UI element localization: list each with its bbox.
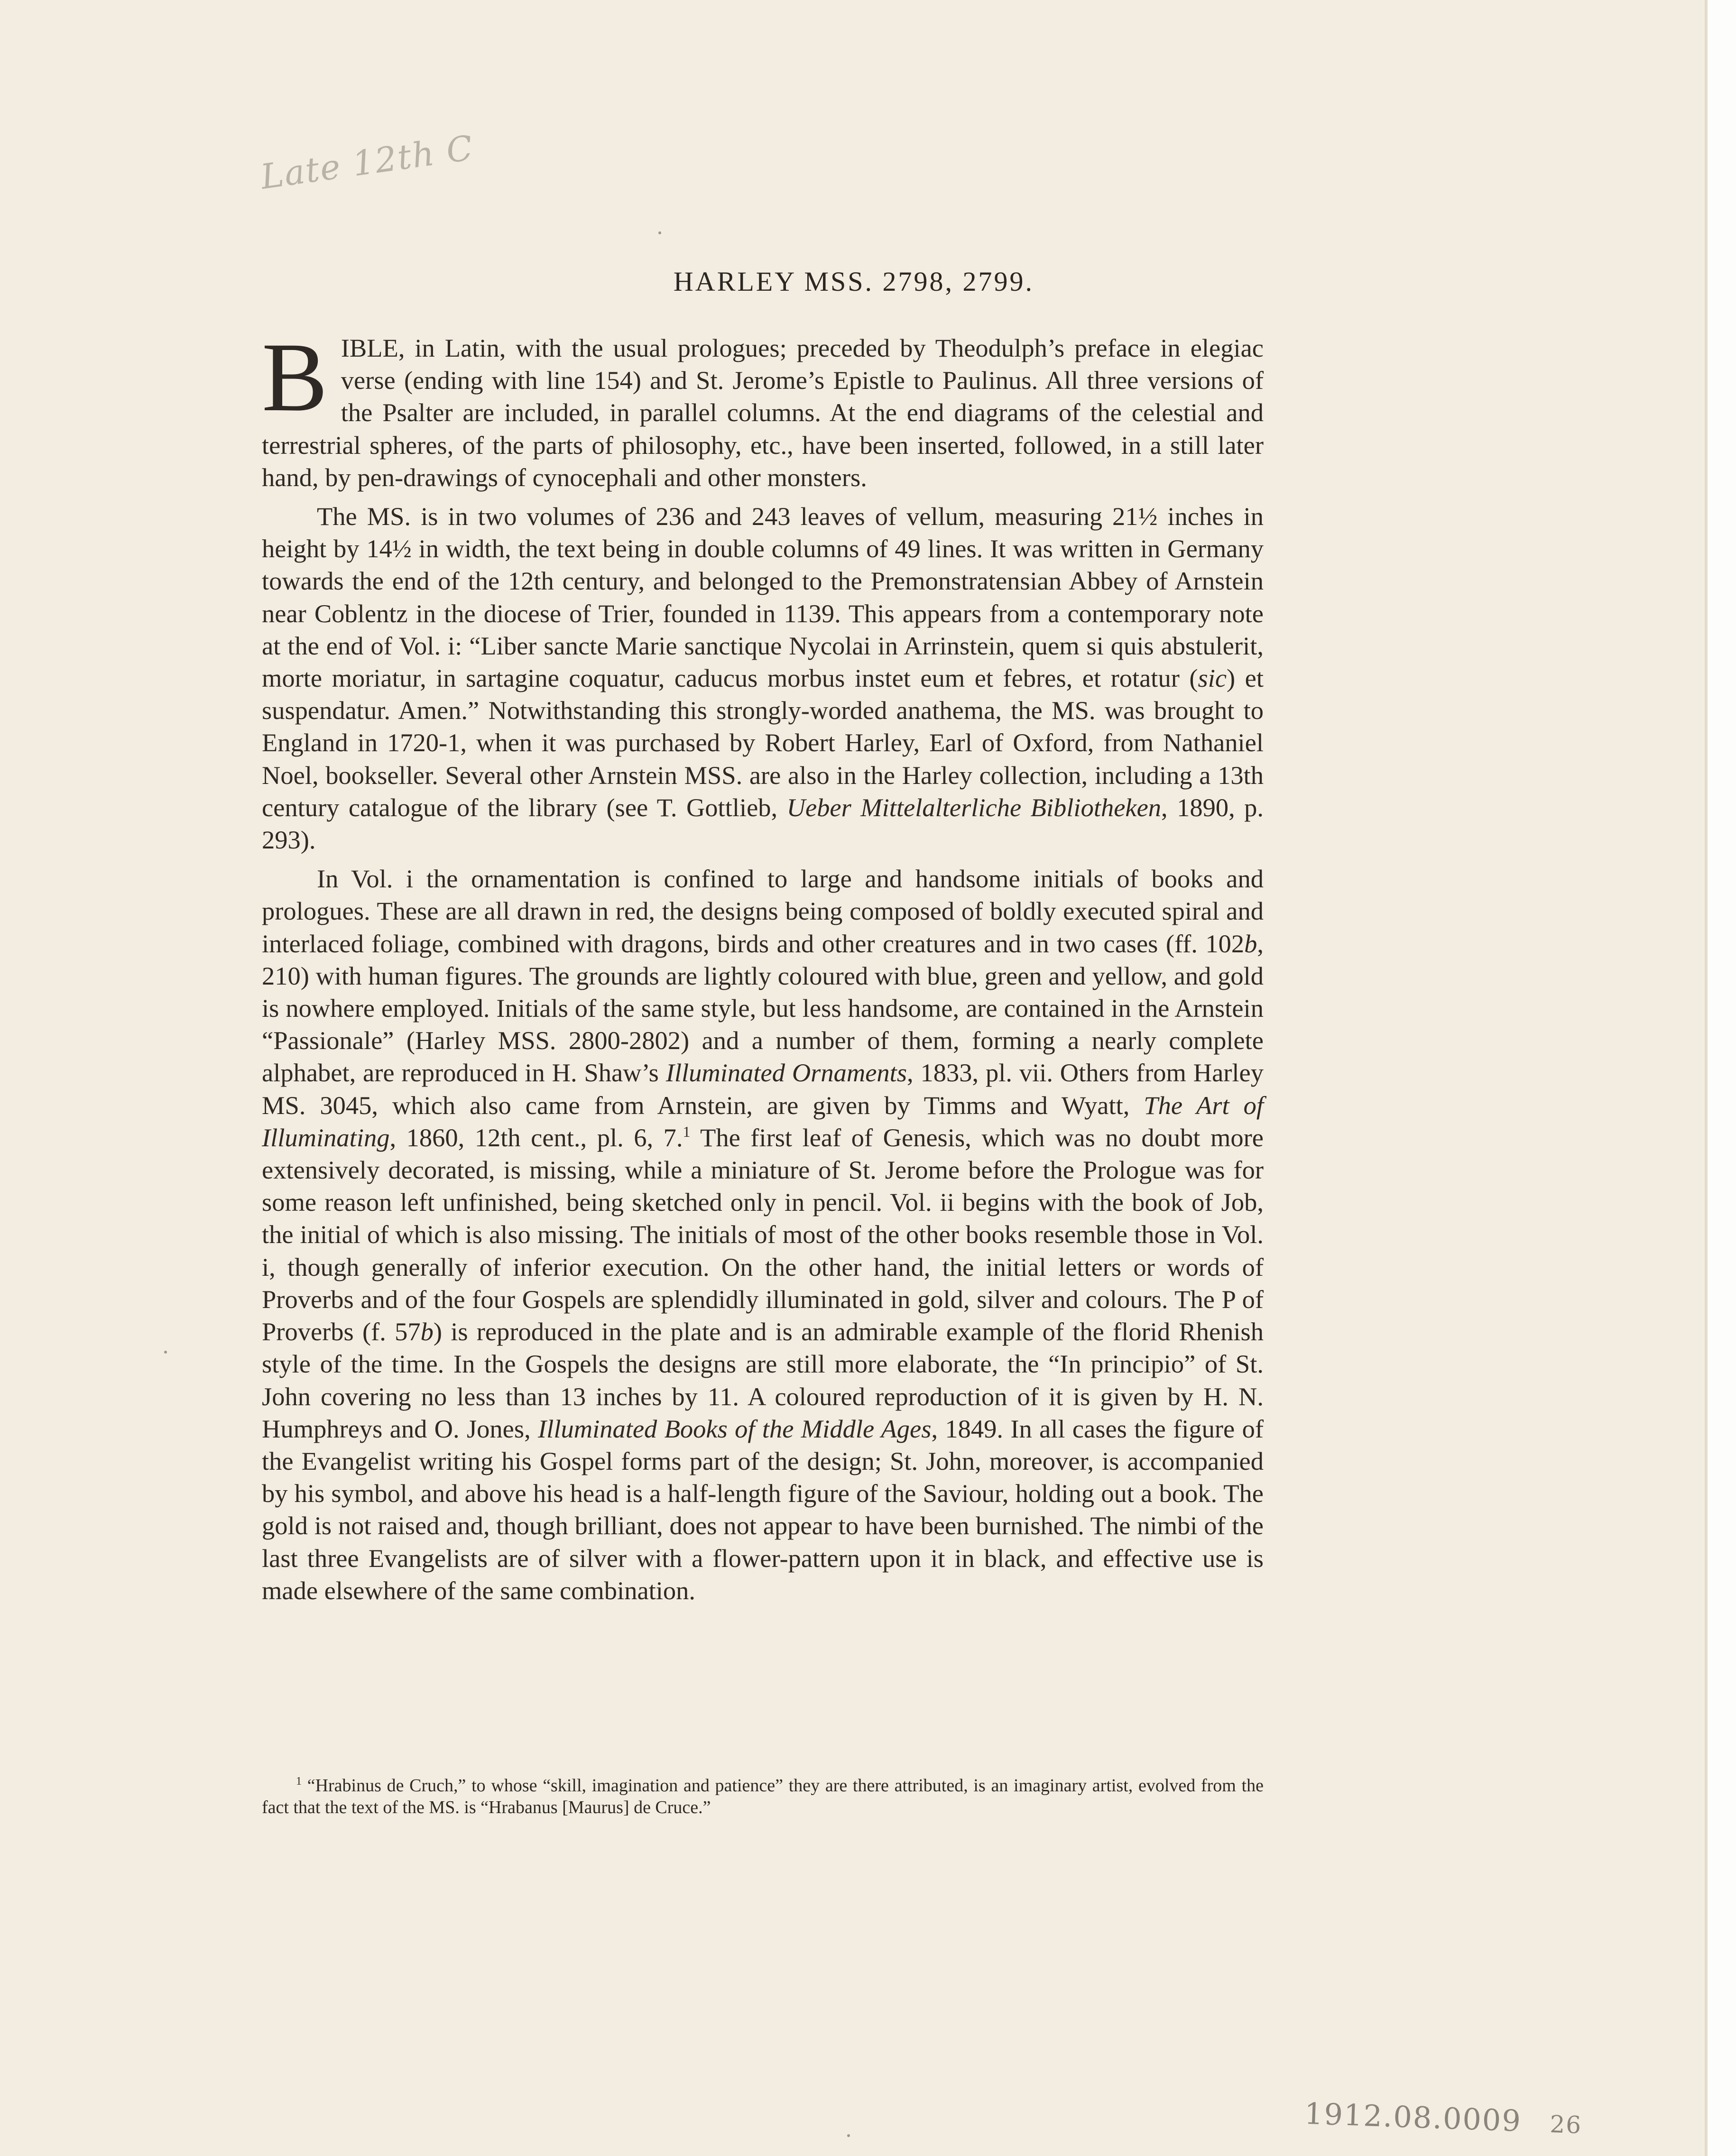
footnote: $^1$ “Hrabinus de Cruch,” to whose “skill, imagination and patience” they are there attributed, is an imaginary artist, evolved from the fact that the text of the MS. is “Hrabanus [Maurus] de Cruce.” xyxy=(262,1775,1264,1817)
pencil-annotation-date: Late 12th C xyxy=(258,127,476,197)
paragraph-2: The MS. is in two volumes of 236 and 243 leaves of vellum, measuring 21½ inches in height by 14½ in width, the text being in double columns of 49 lines. It was written in Germany towards the end of the 12th century, and belonged to the Premonstratensian Abbey of Arnstein near Coblentz in the diocese of Trier, founded in 1139. This appears from a contemporary note at the end of Vol. i: “Liber sancte Marie sanctique Nycolai in Arrinstein, quem si quis abstulerit, morte moriatur, in sartagine coquatur, caducus morbus instet eum et febres, et rotatur (sic) et suspendatur. Amen.” Notwithstanding this strongly-worded anathema, the MS. was brought to England in 1720-1, when it was purchased by Robert Harley, Earl of Oxford, from Nathaniel Noel, bookseller. Several other Arnstein MSS. are also in the Harley collection, including a 13th century catalogue of the library (see T. Gottlieb, Ueber Mittelalterliche Bibliotheken, 1890, p. 293). xyxy=(262,502,1264,855)
speck xyxy=(658,231,661,234)
speck xyxy=(164,1351,167,1354)
pencil-page-number: 26 xyxy=(1549,2110,1583,2139)
paragraph-1: BIBLE, in Latin, with the usual prologues; preceded by Theodulph’s preface in elegiac verse (ending with line 154) and St. Jerome’s Epistle to Paulinus. All three versions of the Psalter are included, in parallel columns. At the end diagrams of the celestial and terrestrial spheres, of the parts of philosophy, etc., have been inserted, followed, in a still later hand, by pen-drawings of cynocephali and other monsters. xyxy=(262,322,1264,492)
footnote-mark: 1 xyxy=(296,1775,302,1787)
paragraph-3: In Vol. i the ornamentation is confined to large and handsome initials of books and prologues. These are all drawn in red, the designs being composed of boldly executed spiral and interlaced foliage, combined with dragons, birds and other creatures and in two cases (ff. 102b, 210) with human figures. The grounds are lightly coloured with blue, green and yellow, and gold is nowhere employed. Initials of the same style, but less handsome, are contained in the Arnstein “Passionale” (Harley MSS. 2800-2802) and a number of them, forming a nearly complete alphabet, are reproduced in H. Shaw’s Illuminated Ornaments, 1833, pl. vii. Others from Harley MS. 3045, which also came from Arnstein, are given by Timms and Wyatt, The Art of Illuminating, 1860, 12th cent., pl. 6, 7.$^1$ The first leaf of Genesis, which was no doubt more extensively decorated, is missing, while a miniature of St. Jerome before the Prologue was for some reason left unfinished, being sketched only in pencil. Vol. ii begins with the book of Job, the initial of which is also missing. The initials of most of the other books resemble those in Vol. i, though generally of inferior execution. On the other hand, the initial letters or words of Proverbs and of the four Gospels are splendidly illuminated in gold, silver and colours. The P of Proverbs (f. 57b) is reproduced in the plate and is an admirable example of the florid Rhenish style of the time. In the Gospels the designs are still more elaborate, the “In principio” of St. John covering no less than 13 inches by 11. A coloured reproduction of it is given by H. N. Humphreys and O. Jones, Illuminated Books of the Middle Ages, 1849. In all cases the figure of the Evangelist writing his Gospel forms part of the design; St. John, moreover, is accompanied by his symbol, and above his head is a half-length figure of the Saviour, holding out a book. The gold is not raised and, though brilliant, does not appear to have been burnished. The nimbi of the last three Evangelists are of silver with a flower-pattern upon it in black, and effective use is made elsewhere of the same combination. xyxy=(262,864,1264,1605)
body-text xyxy=(262,322,1264,1613)
footnote-reference: 1 xyxy=(683,1123,691,1140)
page-title: HARLEY MSS. 2798, 2799. xyxy=(673,266,1034,297)
pencil-accession-number: 1912.08.0009 26 xyxy=(1303,2096,1583,2139)
drop-cap: B xyxy=(262,322,328,432)
speck xyxy=(847,2134,850,2137)
